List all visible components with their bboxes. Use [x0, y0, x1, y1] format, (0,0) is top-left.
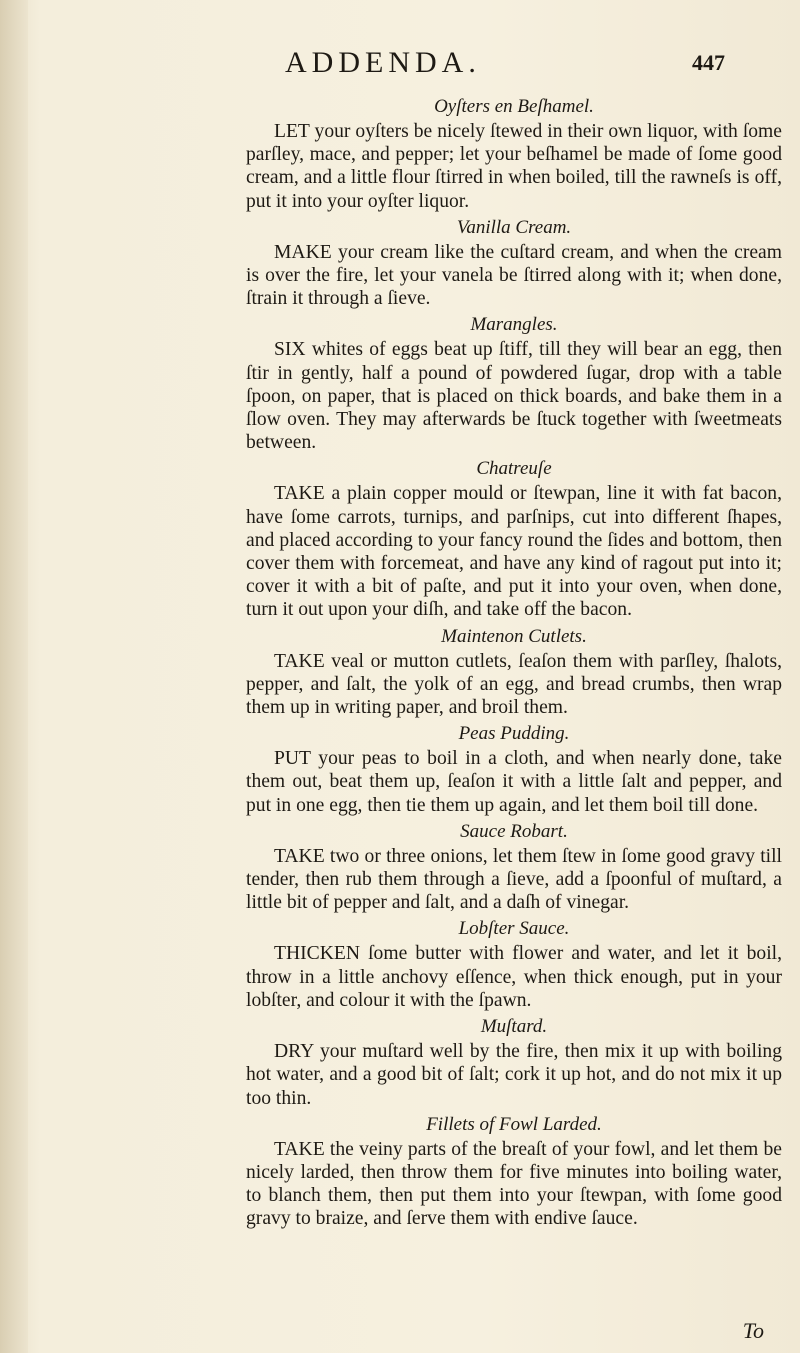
recipe-body: TAKE two or three onions, let them ſtew in ſome good gravy till tender, then rub them through a ſieve, add a ſpoonful of muſtard, a little bit of pepper and ſalt, and a daſh of vinegar.	[246, 845, 782, 914]
recipe-body: THICKEN ſome butter with flower and water, and let it boil, throw in a little anchovy eſſence, when thick enough, put in your lobſter, and colour it with the ſpawn.	[246, 943, 782, 1011]
page-gutter	[0, 0, 28, 1353]
recipe	[246, 625, 782, 720]
recipe-title: Chatreuſe	[476, 458, 552, 480]
recipe	[246, 722, 782, 817]
recipe-body: TAKE the veiny parts of the breaſt of your fowl, and let them be nicely larded, then throw them for five minutes into boiling water, to blanch them, then put them into your ſtewpan, with ſome good gravy to braize, and ſerve them with endive ſauce.	[246, 1138, 782, 1230]
recipe-title: Sauce Robart.	[460, 820, 568, 842]
recipe-title: Marangles.	[470, 314, 558, 336]
recipe-title: Peas Pudding.	[458, 723, 570, 745]
recipe-body: SIX whites of eggs beat up ſtiff, till they will bear an egg, then ſtir in gently, half a pound of powdered ſugar, drop with a table ſpoon, on paper, that is placed on thick boards, and bake them in a ſlow oven. They may afterwards be ſtuck together with ſweetmeats between.	[246, 339, 782, 454]
recipe-body: DRY your muſtard well by the fire, then mix it up with boiling hot water, and a good bit of ſalt; cork it up hot, and do not mix it up too thin.	[246, 1041, 782, 1109]
recipe-body: MAKE your cream like the cuſtard cream, and when the cream is over the fire, let your vanela be ſtirred along with it; when done, ſtrain it through a ſieve.	[246, 241, 782, 310]
recipe	[246, 917, 782, 1012]
recipe-title: Vanilla Cream.	[456, 216, 572, 238]
page-content	[246, 92, 782, 1231]
recipe	[246, 313, 782, 454]
recipe	[246, 216, 782, 311]
recipe-title: Fillets of Fowl Larded.	[426, 1113, 602, 1135]
recipe	[246, 95, 782, 213]
page-header	[285, 46, 725, 86]
recipe-title: Muſtard.	[480, 1016, 548, 1038]
recipe-title: Maintenon Cutlets.	[441, 625, 587, 647]
recipe	[246, 1113, 782, 1231]
recipe-body: PUT your peas to boil in a cloth, and when nearly done, take them out, beat them up, ſeaſon it with a little ſalt and pepper, and put in one egg, then tie them up again, and let them boil till done.	[246, 748, 782, 816]
recipe-title: Lobſter Sauce.	[458, 918, 570, 940]
recipe-body: LET your oyſters be nicely ſtewed in their own liquor, with ſome parſley, mace, and pepper; let your beſhamel be made of ſome good cream, and a little flour ſtirred in when boiled, till the rawneſs is off, put it into your oyſter liquor.	[246, 121, 782, 212]
running-head: ADDENDA.	[285, 46, 481, 79]
recipe	[246, 1015, 782, 1110]
recipe-body: TAKE veal or mutton cutlets, ſeaſon them with parſley, ſhalots, pepper, and ſalt, the yolk of an egg, and bread crumbs, then wrap them up in writing paper, and broil them.	[246, 650, 782, 719]
catchword: To	[742, 1318, 764, 1343]
recipe-body: TAKE a plain copper mould or ſtewpan, line it with fat bacon, have ſome carrots, turnips, and parſnips, cut into different ſhapes, and placed according to your fancy round the ſides and bottom, then cover them with forcemeat, and have any kind of ragout put into it; cover it with a bit of paſte, and put it into your oven, when done, turn it out upon your diſh, and take off the bacon.	[246, 483, 782, 621]
recipe	[246, 457, 782, 621]
recipe	[246, 820, 782, 915]
recipe-title: Oyſters en Beſhamel.	[434, 96, 594, 117]
page-number: 447	[692, 50, 725, 75]
